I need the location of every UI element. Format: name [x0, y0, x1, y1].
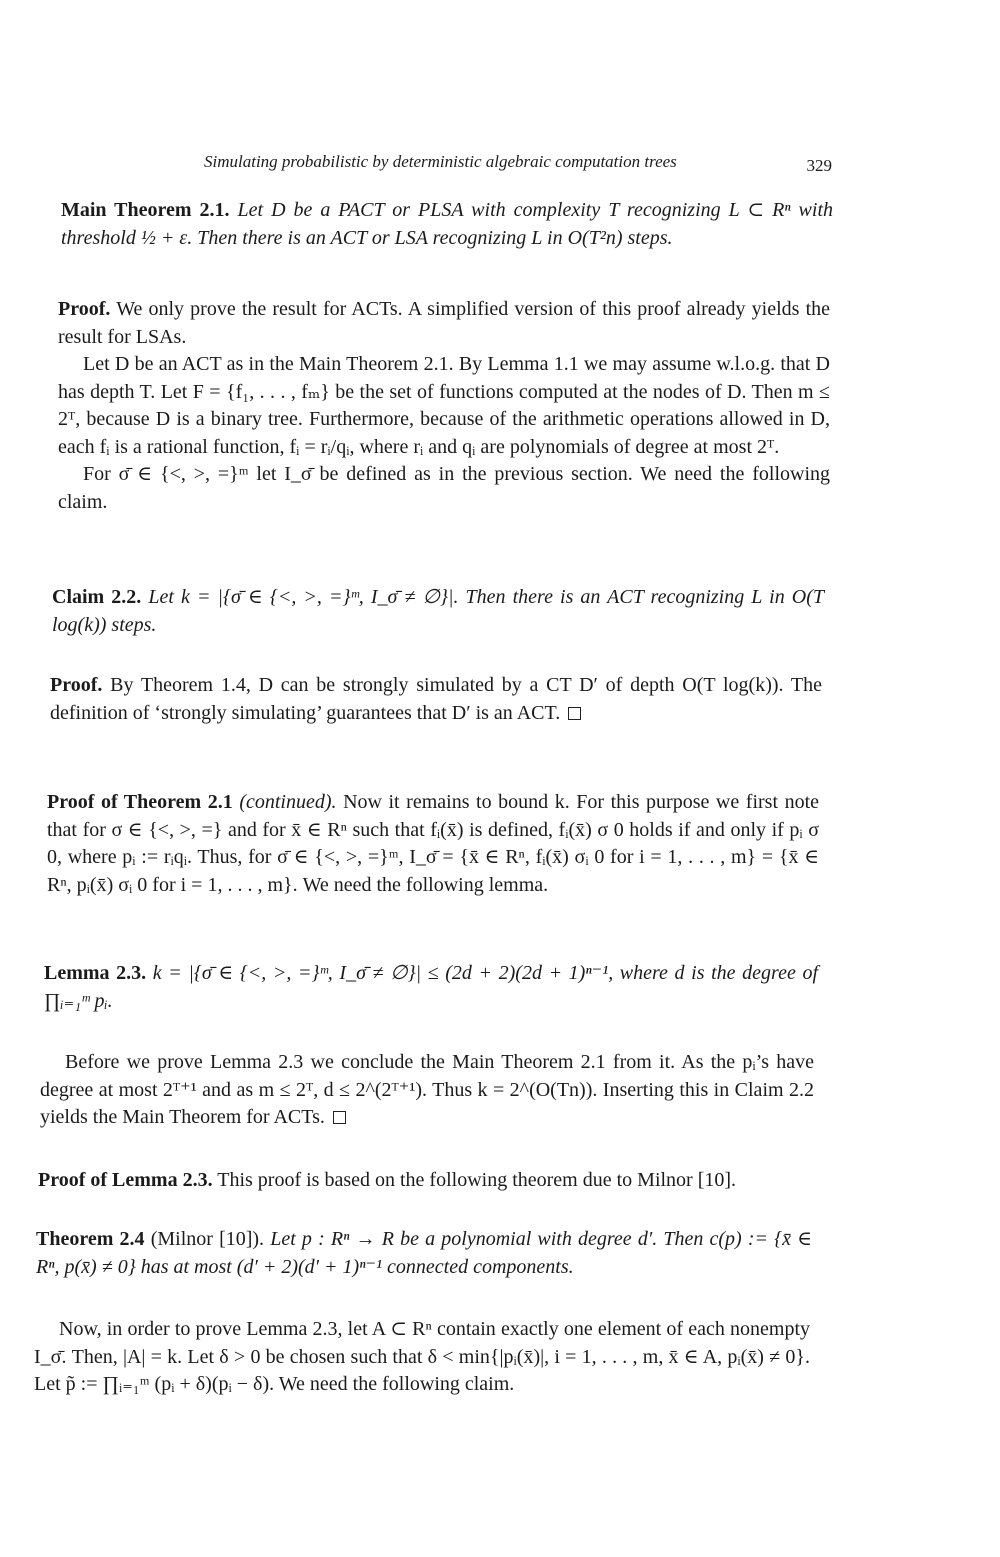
claim-label: Claim 2.2. — [52, 586, 142, 608]
proof-lemma-2-3 — [38, 1167, 812, 1195]
proof-continued-label: Proof of Theorem 2.1 — [47, 791, 233, 813]
final-paragraph-text: Now, in order to prove Lemma 2.3, let A ⊂ Rⁿ contain exactly one element of each nonempty I_σ̄. Then, |A| = k. Let δ > 0 be chosen such that δ < min{|pᵢ(x̄)|, i = 1, . . . , m, x̄ ∈ A, pᵢ(x̄) ≠ 0}. Let p̃ := ∏ᵢ₌₁ᵐ (pᵢ + δ)(pᵢ − δ). We need the following claim. — [34, 1318, 810, 1395]
theorem-milnor-suffix: (Milnor [10]). — [150, 1228, 265, 1250]
qed-box-icon — [568, 707, 581, 720]
proof-continued-suffix: (continued). — [239, 791, 337, 813]
lemma-label: Lemma 2.3. — [44, 962, 147, 984]
proof-paragraph-2: Let D be an ACT as in the Main Theorem 2.1. By Lemma 1.1 we may assume w.l.o.g. that D has depth T. Let F = {f₁, . . . , fₘ} be the set of functions computed at the nodes of D. Then m ≤ 2ᵀ, because D is a binary tree. Furthermore, because of the arithmetic operations allowed in D, each fᵢ is a rational function, fᵢ = rᵢ/qᵢ, where rᵢ and qᵢ are polynomials of degree at most 2ᵀ. — [58, 353, 830, 458]
claim-2-2 — [52, 584, 824, 639]
proof-lemma-text: This proof is based on the following theorem due to Milnor [10]. — [217, 1169, 737, 1191]
page-number: 329 — [806, 156, 832, 175]
conclusion-paragraph — [40, 1049, 814, 1132]
proof-claim-label: Proof. — [50, 674, 103, 696]
theorem-milnor-label: Theorem 2.4 — [36, 1228, 145, 1250]
proof-claim-2-2 — [50, 672, 822, 727]
proof-label: Proof. — [58, 298, 111, 320]
conclusion-text: Before we prove Lemma 2.3 we conclude the Main Theorem 2.1 from it. As the pᵢ’s have degree at most 2ᵀ⁺¹ and as m ≤ 2ᵀ, d ≤ 2^(2ᵀ⁺¹). Thus k = 2^(O(Tn)). Inserting this in Claim 2.2 yields the Main Theorem for ACTs. — [40, 1051, 814, 1128]
final-paragraph — [34, 1316, 810, 1399]
theorem-milnor-text: Let p : Rⁿ → R be a polynomial with degree d′. Then c(p) := {x̄ ∈ Rⁿ, p(x̄) ≠ 0} has at most (d′ + 2)(d′ + 1)ⁿ⁻¹ connected components. — [36, 1228, 812, 1278]
proof-continued-text: Now it remains to bound k. For this purpose we first note that for σ ∈ {<, >, =} and for x̄ ∈ Rⁿ such that fᵢ(x̄) is defined, fᵢ(x̄) σ 0 holds if and only if pᵢ σ 0, where pᵢ := rᵢqᵢ. Thus, for σ̄ ∈ {<, >, =}ᵐ, I_σ̄ = {x̄ ∈ Rⁿ, fᵢ(x̄) σᵢ 0 for i = 1, . . . , m} = {x̄ ∈ Rⁿ, pᵢ(x̄) σᵢ 0 for i = 1, . . . , m}. We need the following lemma. — [47, 791, 820, 896]
proof-claim-text: By Theorem 1.4, D can be strongly simulated by a CT D′ of depth O(T log(k)). The definition of ‘strongly simulating’ guarantees that D′ is an ACT. — [50, 674, 823, 724]
proof-lemma-label: Proof of Lemma 2.3. — [38, 1169, 213, 1191]
lemma-text: k = |{σ̄ ∈ {<, >, =}ᵐ, I_σ̄ ≠ ∅}| ≤ (2d + 2)(2d + 1)ⁿ⁻¹, where d is the degree of ∏ᵢ₌₁ᵐ pᵢ. — [44, 962, 818, 1012]
proof-paragraph-1: We only prove the result for ACTs. A simplified version of this proof already yields the result for LSAs. — [58, 298, 831, 348]
qed-box-icon — [333, 1111, 346, 1124]
claim-text: Let k = |{σ̄ ∈ {<, >, =}ᵐ, I_σ̄ ≠ ∅}|. Then there is an ACT recognizing L in O(T log(k)) steps. — [52, 586, 824, 636]
lemma-2-3 — [44, 960, 818, 1015]
main-theorem-text: Let D be a PACT or PLSA with complexity T recognizing L ⊂ Rⁿ with threshold ½ + ε. Then there is an ACT or LSA recognizing L in O(T²n) steps. — [61, 199, 834, 249]
main-theorem-label: Main Theorem 2.1. — [61, 199, 230, 221]
main-theorem-2-1 — [61, 197, 833, 252]
running-title: Simulating probabilistic by deterministic algebraic computation trees — [204, 152, 677, 171]
proof-main-theorem — [58, 296, 830, 516]
proof-theorem-continued — [47, 789, 819, 899]
proof-paragraph-3: For σ̄ ∈ {<, >, =}ᵐ let I_σ̄ be defined as in the previous section. We need the following claim. — [58, 463, 830, 513]
theorem-2-4-milnor — [36, 1226, 812, 1281]
running-header — [52, 152, 832, 182]
